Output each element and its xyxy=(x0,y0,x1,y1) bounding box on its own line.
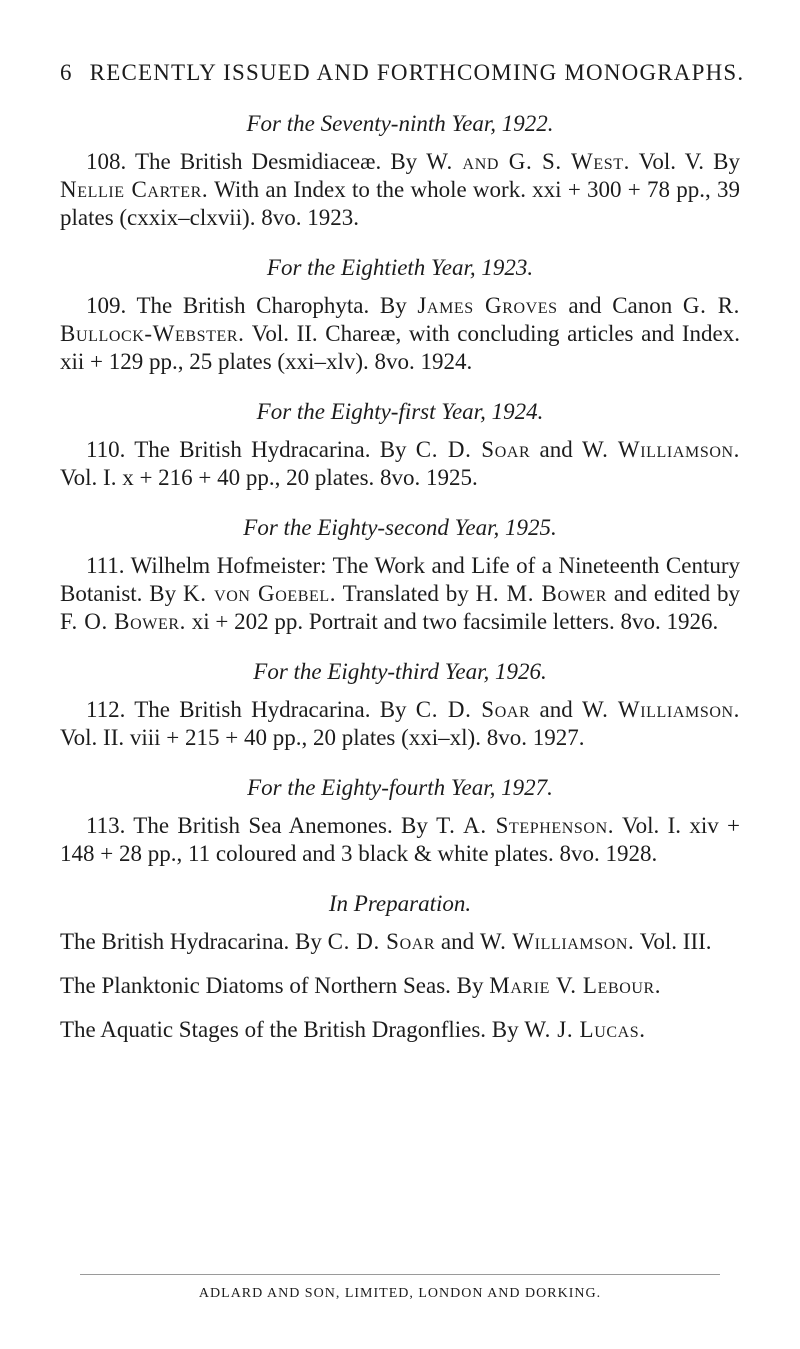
page-body xyxy=(60,110,740,1060)
entry-112 xyxy=(60,696,740,752)
page-number: 6 xyxy=(60,60,73,85)
section-heading-preparation: In Preparation. xyxy=(328,891,472,916)
entry-111 xyxy=(60,552,740,636)
entry-text: and Canon xyxy=(557,293,683,318)
section-heading-1923: For the Eightieth Year, 1923. xyxy=(266,255,534,280)
entry-text: Vol. I. x + 216 + 40 pp., 20 plates. 8vo. 1925. xyxy=(60,465,478,490)
entry-110 xyxy=(60,436,740,492)
entry-author: F. O. Bower. xyxy=(60,609,186,634)
entry-text: The British Hydracarina. By xyxy=(60,929,328,954)
entry-author: K. von Goebel. xyxy=(183,581,337,606)
entry-text: The Aquatic Stages of the British Dragonflies. By xyxy=(60,1017,525,1042)
printer-imprint: ADLARD AND SON, LIMITED, LONDON AND DORKING. xyxy=(198,1286,602,1301)
entry-author: C. D. Soar xyxy=(415,697,531,722)
section-heading-1925: For the Eighty-second Year, 1925. xyxy=(243,515,557,540)
section-heading-1924: For the Eighty-first Year, 1924. xyxy=(256,399,544,424)
entry-text: Vol. V. By xyxy=(629,149,741,174)
entry-text: With an Index to the whole work. xxi + 300 + 78 pp., 39 plates (cxxix–clxvii). 8vo. 1923. xyxy=(60,177,740,230)
entry-text: 108. The British Desmidiaceæ. By xyxy=(86,149,427,174)
running-head xyxy=(60,60,750,86)
entry-author: W. Williamson. xyxy=(479,929,635,954)
entry-text: and xyxy=(530,697,582,722)
entry-text: Vol. II. Chareæ, with concluding articles and Index. xii + 129 pp., 25 plates (xxi–xlv). 8vo. 1924. xyxy=(60,321,740,374)
entry-author: W. J. Lucas. xyxy=(524,1017,646,1042)
entry-author: G. R. Bullock-Webster. xyxy=(60,293,740,346)
prep-item xyxy=(60,972,740,1000)
section-heading-1926: For the Eighty-third Year, 1926. xyxy=(253,659,547,684)
entry-author: W. Williamson. xyxy=(581,697,740,722)
entry-author: H. M. Bower xyxy=(475,581,607,606)
entry-text: and edited by xyxy=(606,581,741,606)
entry-author: C. D. Soar xyxy=(327,929,436,954)
imprint-rule xyxy=(80,1274,720,1275)
entry-text: 110. The British Hydracarina. By xyxy=(86,437,416,462)
entry-author: W. and G. S. West. xyxy=(426,149,630,174)
entry-text: 112. The British Hydracarina. By xyxy=(86,697,416,722)
running-title: RECENTLY ISSUED AND FORTHCOMING MONOGRAPHS. xyxy=(89,60,745,85)
entry-108 xyxy=(60,148,740,232)
entry-113 xyxy=(60,812,740,868)
entry-text: Vol. II. viii + 215 + 40 pp., 20 plates (xxi–xl). 8vo. 1927. xyxy=(60,725,585,750)
section-heading-1922: For the Seventy-ninth Year, 1922. xyxy=(246,111,554,136)
entry-text: Vol. I. xiv + 148 + 28 pp., 11 coloured and 3 black & white plates. 8vo. 1928. xyxy=(60,813,740,866)
prep-item xyxy=(60,1016,740,1044)
entry-text: The Planktonic Diatoms of Northern Seas. By xyxy=(60,973,490,998)
section-heading-1927: For the Eighty-fourth Year, 1927. xyxy=(247,775,553,800)
entry-text: 111. Wilhelm Hofmeister: The Work and Life of a Nineteenth Century Botanist. By xyxy=(60,553,740,606)
entry-text: Translated by xyxy=(336,581,476,606)
entry-author: James Groves xyxy=(417,293,558,318)
entry-109 xyxy=(60,292,740,376)
entry-author: W. Williamson. xyxy=(581,437,740,462)
entry-text: 113. The British Sea Anemones. By xyxy=(86,813,437,838)
entry-author: C. D. Soar xyxy=(415,437,531,462)
entry-text: and xyxy=(530,437,582,462)
entry-text: Vol. III. xyxy=(634,929,712,954)
in-preparation xyxy=(60,890,740,1044)
entry-author: T. A. Stephenson. xyxy=(436,813,615,838)
entry-text: xi + 202 pp. Portrait and two facsimile letters. 8vo. 1926. xyxy=(185,609,719,634)
entry-author: Nellie Carter. xyxy=(60,177,209,202)
entry-author: Marie V. Lebour. xyxy=(489,973,662,998)
prep-item xyxy=(60,928,740,956)
entry-text: and xyxy=(435,929,480,954)
entry-text: 109. The British Charophyta. By xyxy=(86,293,418,318)
